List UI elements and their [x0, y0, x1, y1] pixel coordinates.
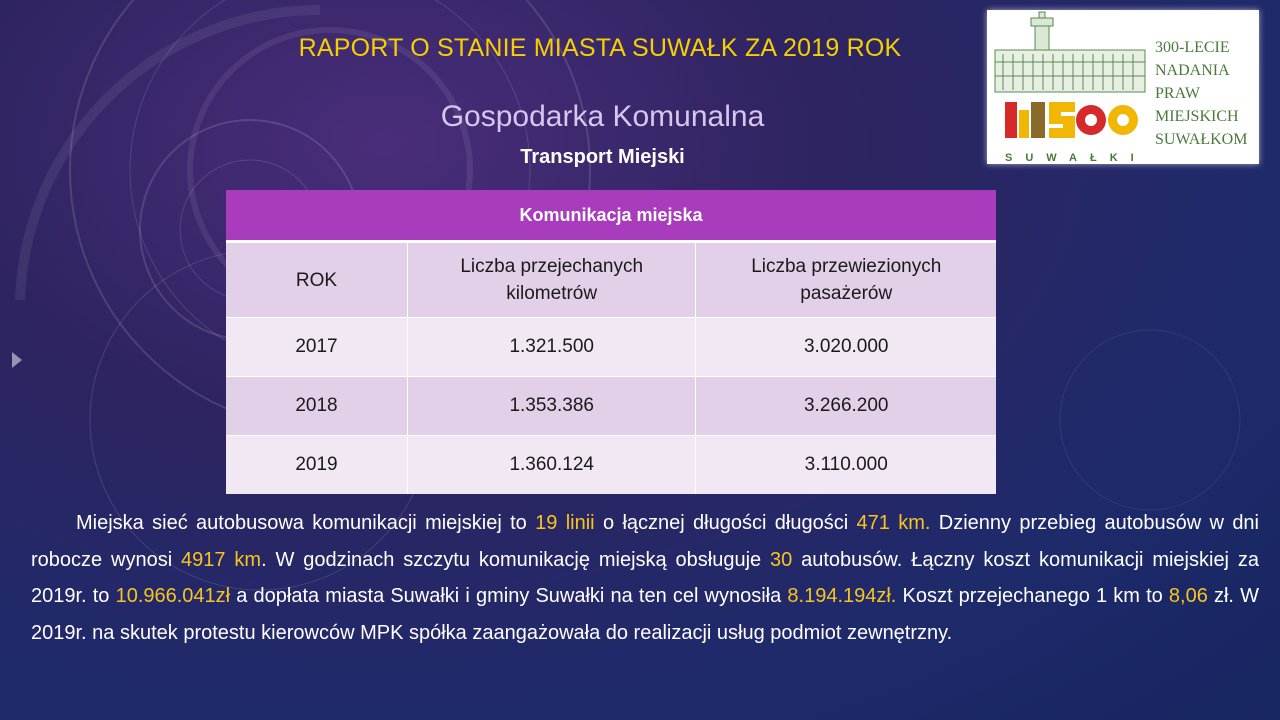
- cell-km: 1.360.124: [407, 436, 696, 495]
- highlight-lines: 19 linii: [535, 512, 595, 534]
- text-run: o łącznej długości długości: [594, 512, 857, 534]
- logo-line: SUWAŁKOM: [1155, 131, 1248, 148]
- cell-km: 1.321.500: [407, 318, 696, 377]
- text-run: a dopłata miasta Suwałki i gminy Suwałki na ten cel wynosiła: [230, 585, 788, 607]
- table-row: [226, 436, 996, 495]
- cell-km: 1.353.386: [407, 377, 696, 436]
- header-km: Liczba przejechanych kilometrów: [407, 242, 696, 318]
- text-run: Miejska sieć autobusowa komunikacji miejskiej to: [76, 512, 536, 534]
- anniversary-logo: [987, 10, 1259, 164]
- logo-line: 300-LECIE: [1155, 39, 1230, 56]
- table-header-row: [226, 242, 996, 318]
- logo-line: MIEJSKICH: [1155, 108, 1239, 125]
- cell-passengers: 3.266.200: [696, 377, 996, 436]
- logo-text: [1155, 36, 1259, 151]
- highlight-subsidy: 8.194.194zł.: [787, 585, 897, 607]
- logo-city: SUWAŁKI: [1005, 152, 1147, 164]
- section-title: Gospodarka Komunalna: [440, 100, 765, 133]
- description-paragraph: [31, 505, 1259, 651]
- cell-passengers: 3.020.000: [696, 318, 996, 377]
- highlight-buses: 30: [770, 548, 793, 571]
- highlight-length: 471 km.: [856, 512, 931, 534]
- subsection-title: Transport Miejski: [520, 146, 685, 168]
- text-run: zł. W 2019r. na skutek protestu kierowców MPK spółka zaangażowała do realizacji usług podmiot zewnętrzny.: [31, 585, 1259, 644]
- cell-year: 2019: [226, 436, 407, 495]
- table-row: [226, 377, 996, 436]
- text-run: . W godzinach szczytu komunikację miejską obsługuje: [261, 548, 771, 571]
- table-row: [226, 318, 996, 377]
- header-year: ROK: [226, 242, 407, 318]
- header-passengers: Liczba przewiezionych pasażerów: [696, 242, 996, 318]
- highlight-total-cost: 10.966.041zł: [115, 585, 231, 607]
- cell-year: 2017: [226, 318, 407, 377]
- highlight-daily-km: 4917 km: [181, 548, 262, 571]
- table-caption: Komunikacja miejska: [226, 190, 996, 242]
- transport-table: [226, 190, 996, 494]
- highlight-cost-per-km: 8,06: [1168, 585, 1208, 607]
- logo-line: PRAW: [1155, 85, 1200, 102]
- text-run: Koszt przejechanego 1 km to: [896, 585, 1169, 607]
- report-title: RAPORT O STANIE MIASTA SUWAŁK ZA 2019 ROK: [298, 34, 902, 62]
- cell-year: 2018: [226, 377, 407, 436]
- logo-line: NADANIA: [1155, 62, 1230, 79]
- text-run: Dzienny przebieg autobusów w dni robocze wynosi: [31, 512, 1260, 571]
- text-run: autobusów. Łączny koszt komunikacji miejskiej za 2019r. to: [31, 548, 1259, 607]
- cell-passengers: 3.110.000: [696, 436, 996, 495]
